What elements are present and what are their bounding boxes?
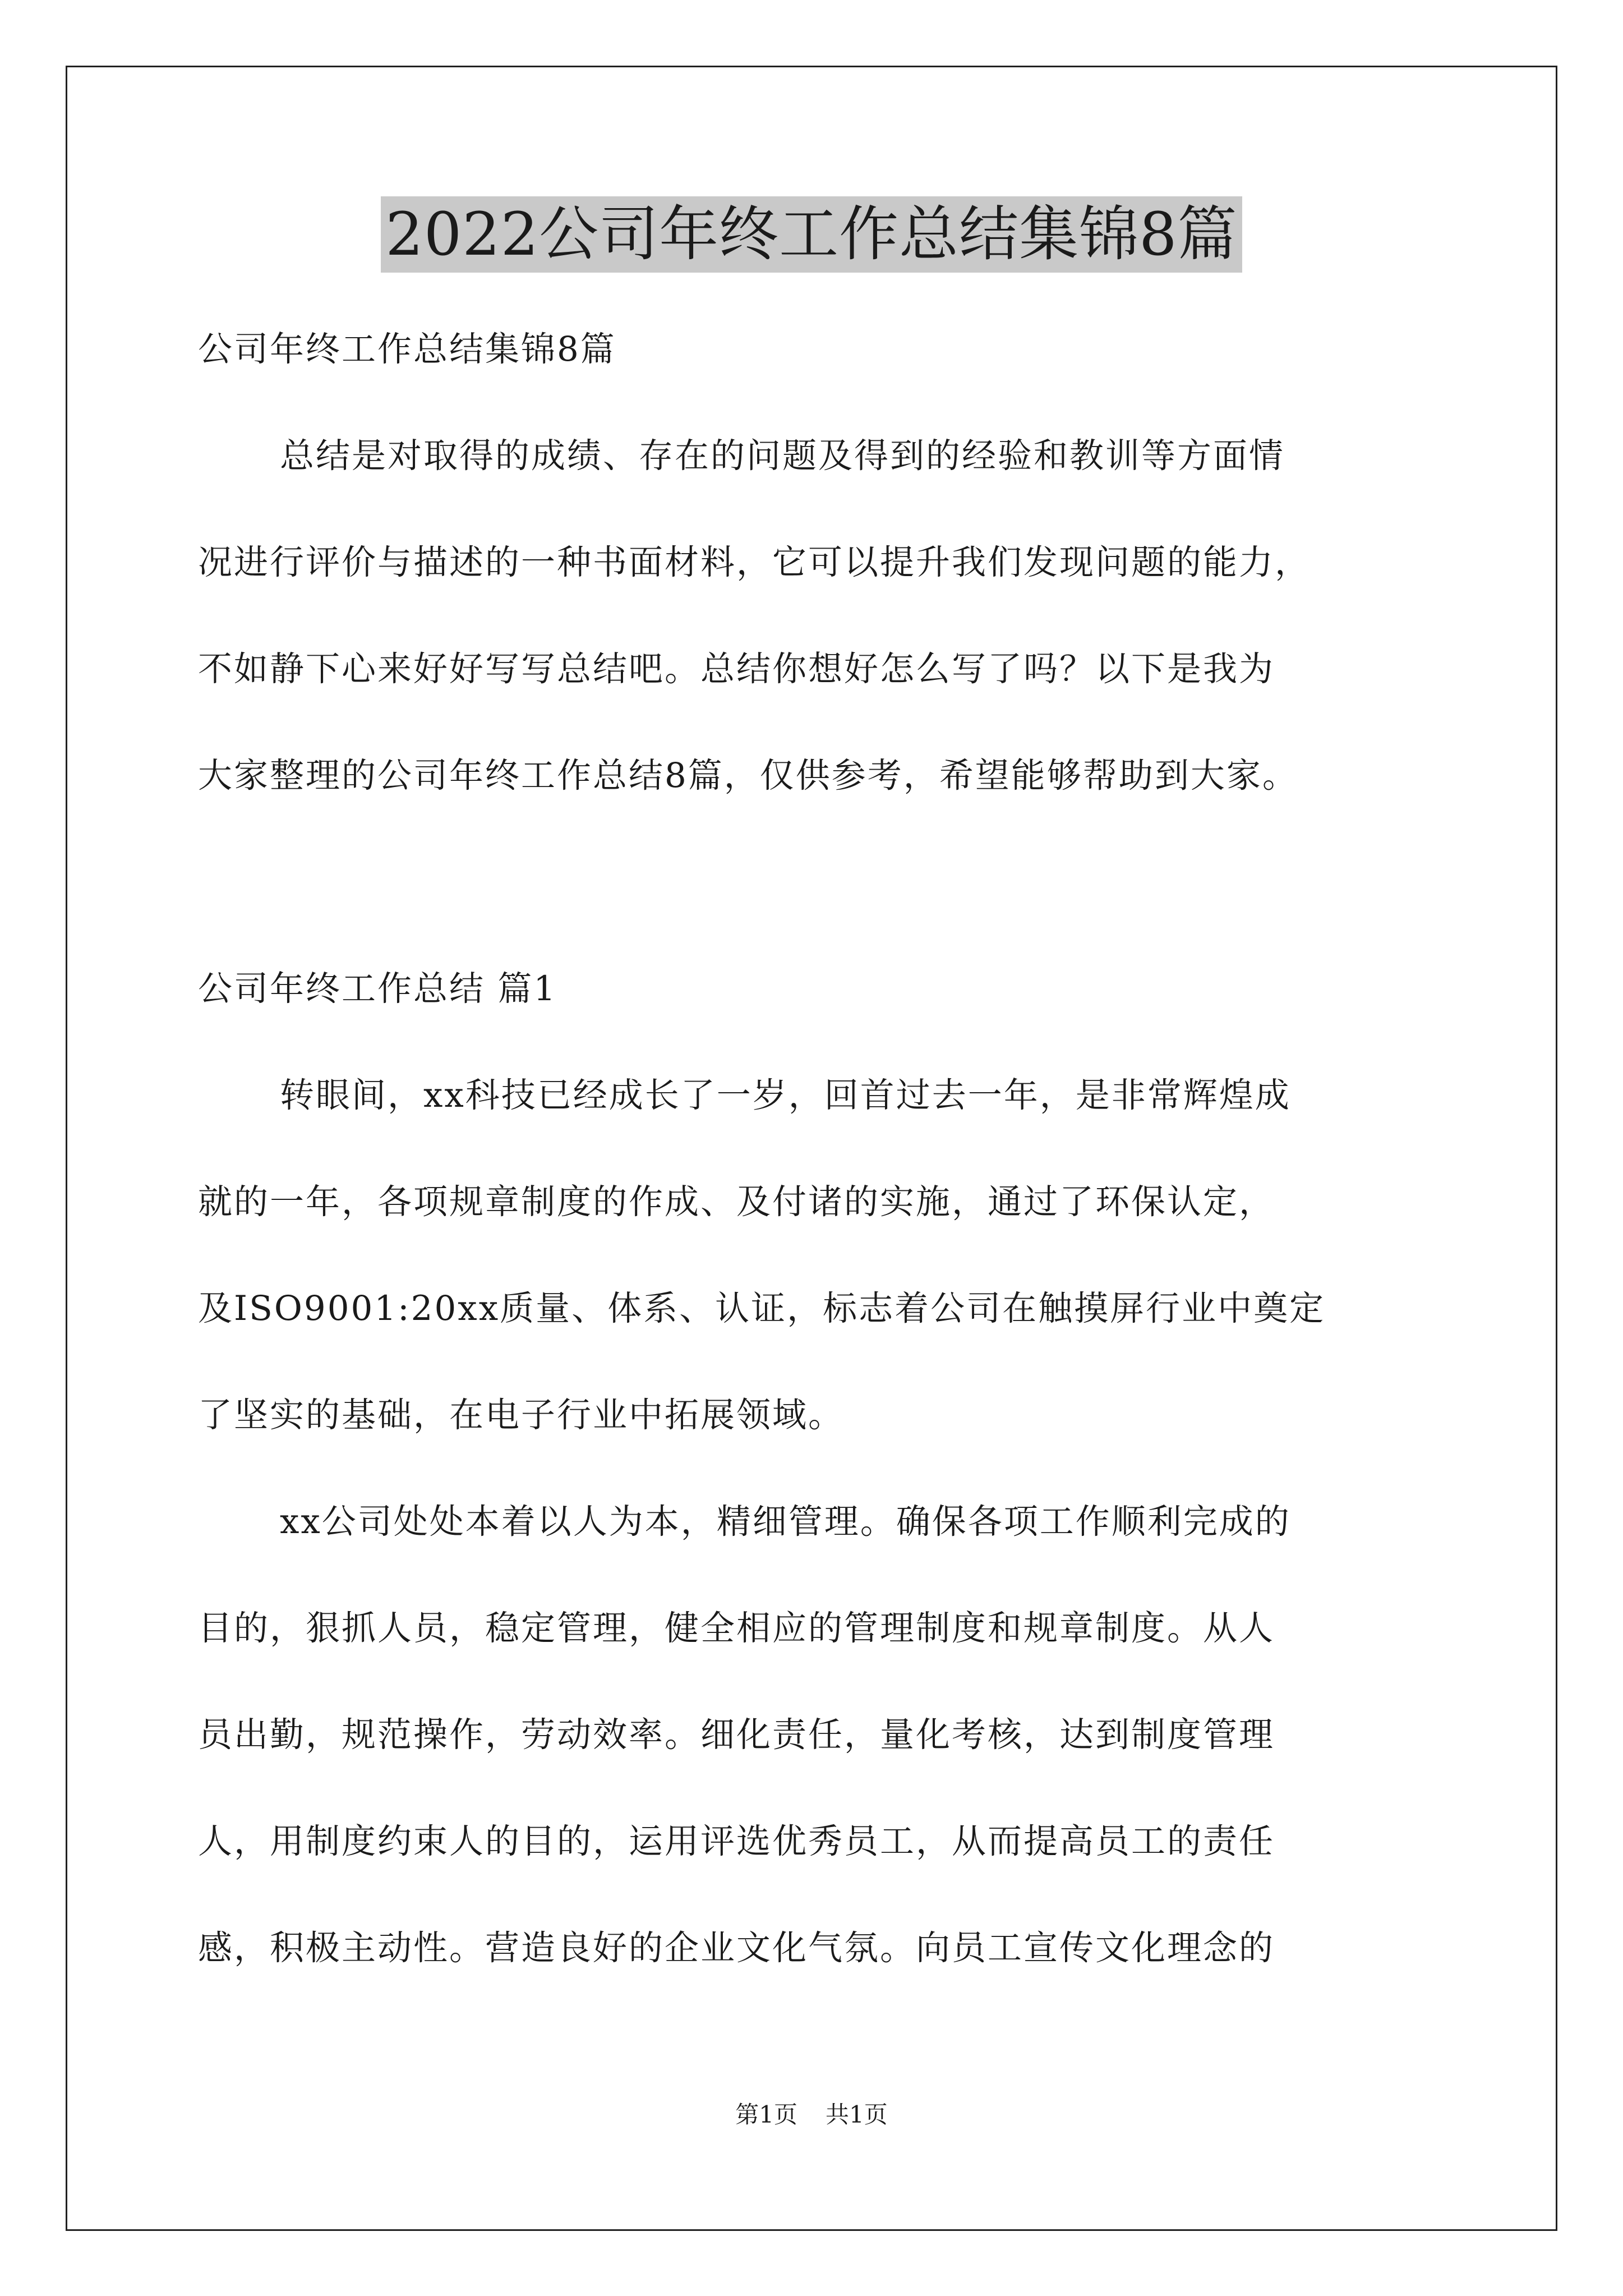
paragraph-line: 转眼间，xx科技已经成长了一岁，回首过去一年，是非常辉煌成 [280,1075,1291,1115]
paragraph-2 [198,1469,1432,2001]
document-title: 2022公司年终工作总结集锦8篇 [381,196,1242,273]
blank-line [198,829,1432,936]
paragraph-line: 目的，狠抓人员，稳定管理，健全相应的管理制度和规章制度。从人 [198,1608,1275,1648]
paragraph-line: 及ISO9001:20xx质量、体系、认证，标志着公司在触摸屏行业中奠定 [198,1289,1326,1328]
document-subtitle: 公司年终工作总结集锦8篇 [198,329,616,369]
page-footer [0,2098,1623,2132]
paragraph-line: 就的一年，各项规章制度的作成、及付诸的实施，通过了环保认定， [198,1182,1275,1222]
section-heading: 公司年终工作总结 篇1 [198,969,557,1009]
page-total: 共1页 [826,2101,888,2128]
paragraph-line: 了坚实的基础，在电子行业中拓展领域。 [198,1395,845,1435]
paragraph-line: 员出勤，规范操作，劳动效率。细化责任，量化考核，达到制度管理 [198,1715,1275,1755]
document-body [198,296,1432,2001]
intro-line: 不如静下心来好好写写总结吧。总结你想好怎么写了吗？以下是我为 [198,649,1275,689]
intro-line: 总结是对取得的成绩、存在的问题及得到的经验和教训等方面情 [280,436,1285,476]
page-number: 第1页 [735,2101,797,2128]
paragraph-1 [198,1042,1432,1469]
intro-line: 大家整理的公司年终工作总结8篇，仅供参考，希望能够帮助到大家。 [198,756,1298,795]
intro-line: 况进行评价与描述的一种书面材料，它可以提升我们发现问题的能力， [198,542,1311,582]
paragraph-line: xx公司处处本着以人为本，精细管理。确保各项工作顺利完成的 [280,1502,1291,1542]
intro-paragraph [198,403,1432,829]
paragraph-line: 人，用制度约束人的目的，运用评选优秀员工，从而提高员工的责任 [198,1821,1275,1861]
paragraph-line: 感，积极主动性。营造良好的企业文化气氛。向员工宣传文化理念的 [198,1928,1275,1968]
title-container [0,196,1623,273]
